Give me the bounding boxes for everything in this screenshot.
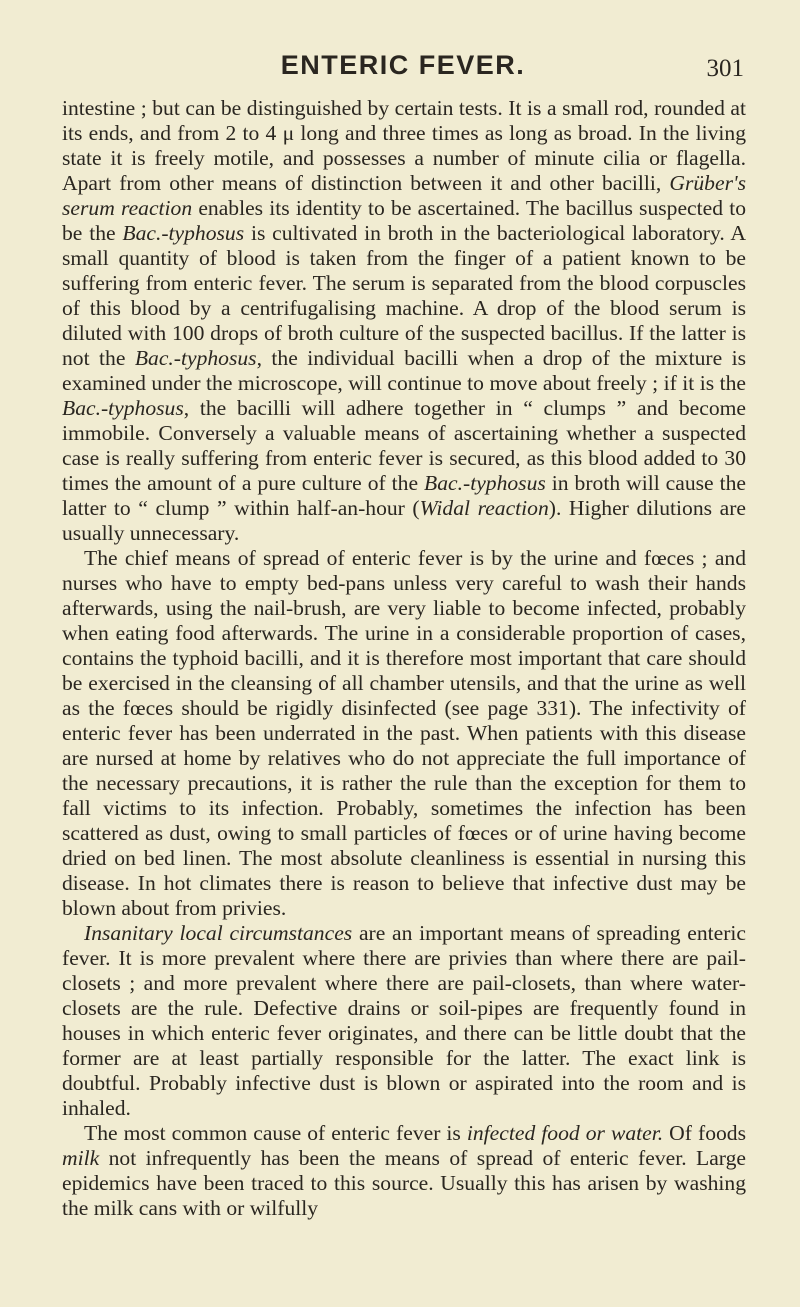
- paragraph-spread-urine: [62, 546, 746, 921]
- text-run: in broth will cause the latter to “ clump ” within half-an-hour (: [62, 471, 746, 520]
- paragraph-food-water: [62, 1121, 746, 1221]
- text-run: The chief means of spread of enteric fever is by the urine and fœces ; and nurses who have to empty bed-pans unless very careful to wash their hands afterwards, using the nail-brush, are very liable to become infected, probably when eating food afterwards. The urine in a considerable proportion of cases, contains the typhoid bacilli, and it is therefore most important that care should be exercised in the cleansing of all chamber utensils, and that the urine as well as the fœces should be rigidly disinfected (see page 331). The infectivity of enteric fever has been underrated in the past. When patients with this disease are nursed at home by relatives who do not appreciate the full importance of the necessary precautions, it is rather the rule than the exception for them to fall victims to its infection. Probably, sometimes the infection has been scattered as dust, owing to small particles of fœces or of urine having become dried on bed linen. The most absolute cleanliness is essential in nursing this disease. In hot climates there is reason to believe that infective dust may be blown about from privies.: [62, 546, 746, 920]
- italic-run: infected food or water.: [466, 1121, 664, 1145]
- body-text: [62, 96, 746, 1221]
- text-run: not infrequently has been the means of spread of enteric fever. Large epidemics have been traced to this source. Usually this has arisen by washing the milk cans with or wilfully: [62, 1146, 746, 1220]
- running-header: [62, 50, 744, 84]
- italic-run: Insanitary local circumstances: [84, 921, 353, 945]
- italic-run: Bac.-typhosus: [62, 396, 184, 420]
- text-run: , the individual bacilli when a drop of the mixture is examined under the microscope, will continue to move about freely ; if it is the: [62, 346, 746, 395]
- paragraph-insanitary: [62, 921, 746, 1121]
- italic-run: Bac.-typhosus: [122, 221, 245, 245]
- text-run: intestine ; but can be distinguished by certain tests. It is a small rod, rounded at its ends, and from 2 to 4 μ long and three times as long as broad. In the living state it is freely motile, and possesses a number of minute cilia or flagella. Apart from other means of distinction between it and other bacilli,: [62, 96, 746, 195]
- text-run: enables its identity to be ascertained. The bacillus suspected to be the: [62, 196, 746, 245]
- italic-run: Grüber's serum reaction: [62, 171, 746, 220]
- text-run: ). Higher dilutions are usually unnecessary.: [62, 496, 746, 545]
- page-number: 301: [706, 55, 744, 82]
- italic-run: Bac.-typhosus: [134, 346, 257, 370]
- text-run: The most common cause of enteric fever is: [84, 1121, 467, 1145]
- text-run: are an important means of spreading enteric fever. It is more prevalent where there are privies than where there are pail-closets ; and more prevalent where there are pail-closets, than where water-closets are the rule. Defective drains or soil-pipes are frequently found in houses in which enteric fever originates, and there can be little doubt that the former are at least partially responsible for the latter. The exact link is doubtful. Probably infective dust is blown or aspirated into the room and is inhaled.: [62, 921, 746, 1120]
- paragraph-gruber-widal: [62, 96, 746, 546]
- text-run: , the bacilli will adhere together in “ clumps ” and become immobile. Conversely a valuable means of ascertaining whether a suspected case is really suffering from enteric fever is secured, as this blood added to 30 times the amount of a pure culture of the: [62, 396, 746, 495]
- text-run: Of foods: [663, 1121, 746, 1145]
- italic-run: milk: [62, 1146, 100, 1170]
- running-title: ENTERIC FEVER.: [280, 50, 526, 80]
- italic-run: Bac.-typhosus: [424, 471, 546, 495]
- italic-run: Widal reaction: [419, 496, 549, 520]
- text-run: is cultivated in broth in the bacteriological laboratory. A small quantity of blood is taken from the finger of a patient known to be suffering from enteric fever. The serum is separated from the blood corpuscles of this blood by a centrifugalising machine. A drop of the blood serum is diluted with 100 drops of broth culture of the suspected bacillus. If the latter is not the: [62, 221, 746, 370]
